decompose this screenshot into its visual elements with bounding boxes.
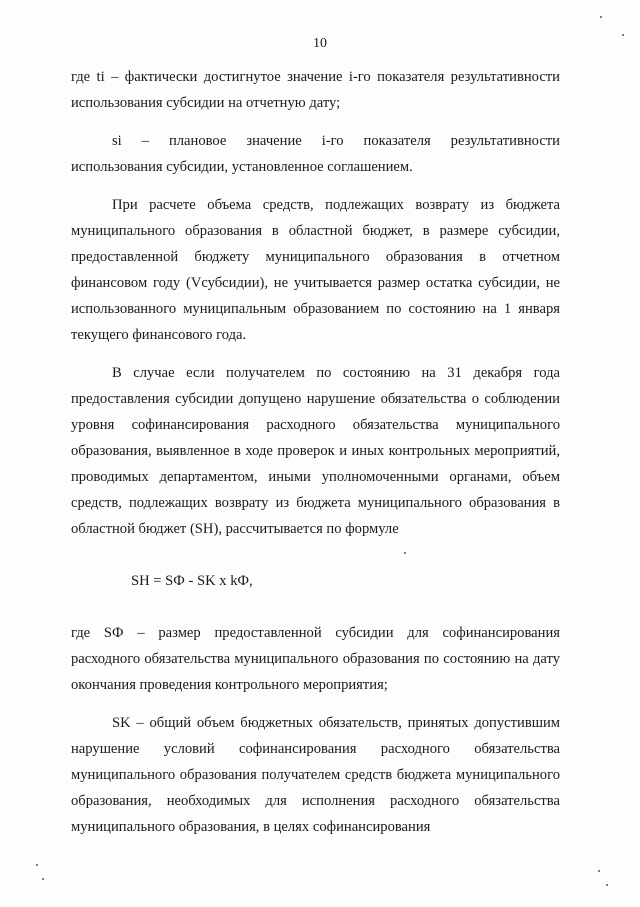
scan-speck [622,34,624,36]
si-word: значение [246,133,302,149]
si-word: плановое [168,133,227,149]
formula: SН = SФ - SK x kФ, [131,573,253,589]
scan-speck [404,552,406,554]
paragraph-si-definition [71,128,560,180]
si-word: si [112,133,122,149]
si-word: i-го [321,133,344,149]
scan-speck [606,884,608,886]
paragraph-sf-definition: где SФ – размер предоставленной субсидии для софинансирования расходного обязательства муниципального образования по состоянию на дату окончания проведения контрольного мероприятия; [71,625,560,693]
paragraph-sk-definition: SK – общий объем бюджетных обязательств, принятых допустившим нарушение условий софинансирования расходного обязательства муниципального образования получателем средств бюджета муниципального образования, необходимых для исполнения расходного обязательства муниципального образования, в целях софинансирования [71,715,560,835]
si-word: – [141,133,149,149]
scan-speck [42,878,44,880]
si-word: показателя [363,133,431,149]
scan-speck [600,16,602,18]
page-number: 10 [313,36,327,51]
paragraph-ti-definition: где ti – фактически достигнутое значение i-го показателя результативности использования субсидии на отчетную дату; [71,69,560,111]
document-body [71,64,560,840]
paragraph-calculation-note: При расчете объема средств, подлежащих возврату из бюджета муниципального образования в областной бюджет, в размере субсидии, предоставленной бюджету муниципального образования в отчетном финансовом году (Vсубсидии), не учитывается размер остатка субсидии, не использованного муниципальным образованием по состоянию на 1 января текущего финансового года. [71,197,560,343]
si-definition-rest: использования субсидии, установленное соглашением. [71,159,413,175]
paragraph-violation-case: В случае если получателем по состоянию на 31 декабря года предоставления субсидии допущено нарушение обязательства о соблюдении уровня софинансирования расходного обязательства муниципального образования, выявленное в ходе проверок и иных контрольных мероприятий, проводимых департаментом, иными уполномоченными органами, объем средств, подлежащих возврату из бюджета муниципального образования в областной бюджет (SН), рассчитывается по формуле [71,365,560,537]
si-definition-first-line [71,128,560,154]
scan-speck [598,870,600,872]
scan-speck [36,864,38,866]
si-word: результативности [450,133,560,149]
